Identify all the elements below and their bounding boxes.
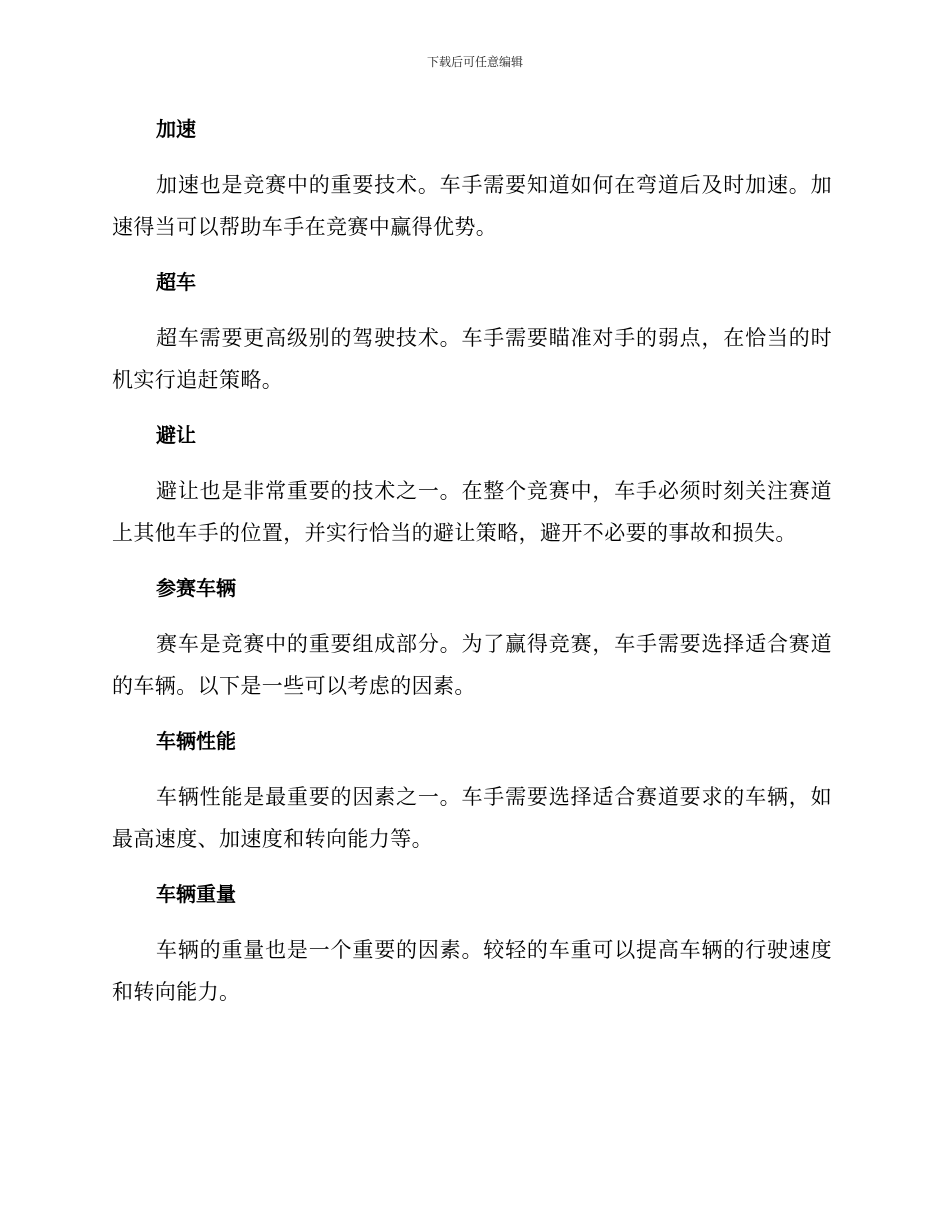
- section-paragraph: 超车需要更高级别的驾驶技术。车手需要瞄准对手的弱点，在恰当的时机实行追赶策略。: [112, 326, 832, 392]
- section-heading: 加速: [156, 117, 196, 141]
- section-heading: 参赛车辆: [156, 576, 236, 600]
- section-acceleration: [112, 110, 832, 248]
- section-paragraph: 赛车是竞赛中的重要组成部分。为了赢得竞赛，车手需要选择适合赛道的车辆。以下是一些可以考虑的因素。: [112, 632, 832, 698]
- section-heading: 超车: [156, 270, 196, 294]
- section-heading: 车辆重量: [156, 882, 236, 906]
- section-paragraph: 避让也是非常重要的技术之一。在整个竞赛中，车手必须时刻关注赛道上其他车手的位置，并实行恰当的避让策略，避开不必要的事故和损失。: [112, 479, 832, 545]
- page-header: 下载后可任意编辑: [426, 55, 523, 69]
- section-paragraph: 加速也是竞赛中的重要技术。车手需要知道如何在弯道后及时加速。加速得当可以帮助车手在竞赛中赢得优势。: [112, 173, 832, 239]
- section-vehicle-weight: [112, 875, 832, 1013]
- section-avoidance: [112, 416, 832, 554]
- section-paragraph: 车辆性能是最重要的因素之一。车手需要选择适合赛道要求的车辆，如最高速度、加速度和转向能力等。: [112, 785, 832, 851]
- section-heading: 避让: [156, 423, 196, 447]
- section-paragraph: 车辆的重量也是一个重要的因素。较轻的车重可以提高车辆的行驶速度和转向能力。: [112, 938, 832, 1004]
- section-heading: 车辆性能: [156, 729, 236, 753]
- section-vehicle-performance: [112, 722, 832, 860]
- section-race-vehicles: [112, 569, 832, 707]
- section-overtaking: [112, 263, 832, 401]
- document-body: [112, 110, 832, 1013]
